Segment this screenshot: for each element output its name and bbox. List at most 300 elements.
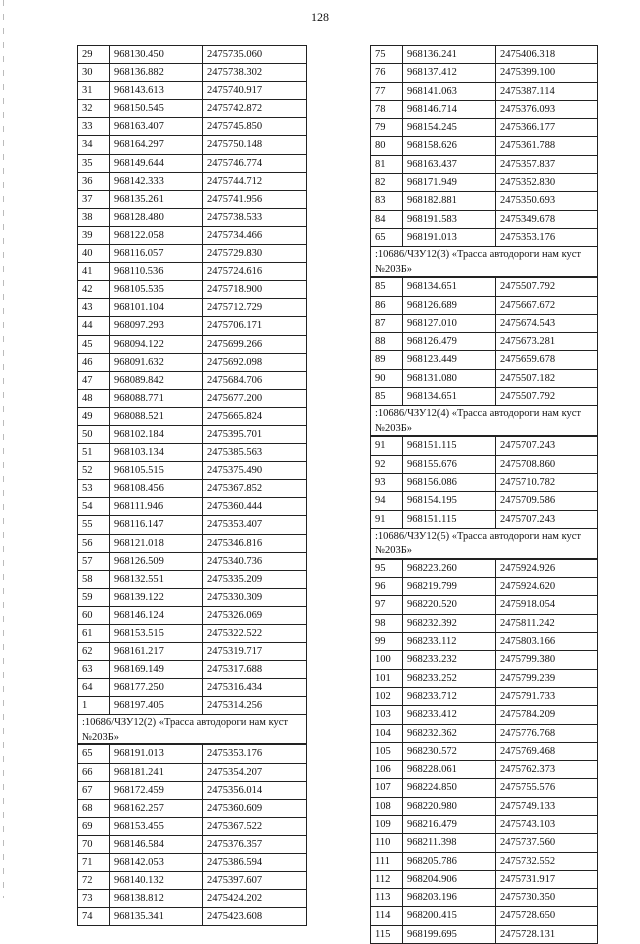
point-number: 80 (371, 137, 403, 155)
table-row (371, 351, 598, 369)
y-coordinate: 2475728.131 (496, 925, 598, 943)
y-coordinate: 2475395.701 (203, 425, 307, 443)
x-coordinate: 968094.122 (110, 335, 203, 353)
point-number: 84 (371, 210, 403, 228)
point-number: 65 (371, 228, 403, 246)
point-number: 36 (78, 172, 110, 190)
point-number: 103 (371, 706, 403, 724)
y-coordinate: 2475360.609 (203, 799, 307, 817)
y-coordinate: 2475316.434 (203, 679, 307, 697)
x-coordinate: 968150.545 (110, 100, 203, 118)
y-coordinate: 2475376.093 (496, 100, 598, 118)
point-number: 78 (371, 100, 403, 118)
x-coordinate: 968197.405 (110, 697, 203, 715)
table-row (371, 369, 598, 387)
x-coordinate: 968110.536 (110, 263, 203, 281)
y-coordinate: 2475507.182 (496, 369, 598, 387)
x-coordinate: 968205.786 (403, 852, 496, 870)
y-coordinate: 2475803.166 (496, 633, 598, 651)
table-row (371, 797, 598, 815)
x-coordinate: 968116.147 (110, 516, 203, 534)
y-coordinate: 2475366.177 (496, 119, 598, 137)
x-coordinate: 968230.572 (403, 742, 496, 760)
coordinates-table (370, 45, 598, 247)
point-number: 32 (78, 100, 110, 118)
x-coordinate: 968171.949 (403, 174, 496, 192)
point-number: 109 (371, 815, 403, 833)
table-row (78, 118, 307, 136)
y-coordinate: 2475367.852 (203, 480, 307, 498)
x-coordinate: 968164.297 (110, 136, 203, 154)
x-coordinate: 968156.086 (403, 473, 496, 491)
point-number: 96 (371, 578, 403, 596)
y-coordinate: 2475699.266 (203, 335, 307, 353)
y-coordinate: 2475507.792 (496, 388, 598, 406)
point-number: 74 (78, 908, 110, 926)
table-row (371, 192, 598, 210)
point-number: 114 (371, 907, 403, 925)
table-row (78, 46, 307, 64)
y-coordinate: 2475335.209 (203, 570, 307, 588)
table-row (371, 559, 598, 577)
point-number: 105 (371, 742, 403, 760)
y-coordinate: 2475507.792 (496, 278, 598, 296)
point-number: 83 (371, 192, 403, 210)
x-coordinate: 968216.479 (403, 815, 496, 833)
point-number: 115 (371, 925, 403, 943)
y-coordinate: 2475734.466 (203, 226, 307, 244)
y-coordinate: 2475724.616 (203, 263, 307, 281)
x-coordinate: 968204.906 (403, 870, 496, 888)
x-coordinate: 968111.946 (110, 498, 203, 516)
point-number: 50 (78, 425, 110, 443)
point-number: 93 (371, 473, 403, 491)
table-row (78, 425, 307, 443)
table-row (371, 64, 598, 82)
table-row (371, 578, 598, 596)
x-coordinate: 968108.456 (110, 480, 203, 498)
table-row (371, 155, 598, 173)
table-row (78, 763, 307, 781)
table-row (78, 208, 307, 226)
point-number: 72 (78, 872, 110, 890)
point-number: 39 (78, 226, 110, 244)
y-coordinate: 2475385.563 (203, 444, 307, 462)
y-coordinate: 2475731.917 (496, 870, 598, 888)
y-coordinate: 2475353.176 (203, 745, 307, 763)
x-coordinate: 968123.449 (403, 351, 496, 369)
x-coordinate: 968135.341 (110, 908, 203, 926)
point-number: 48 (78, 389, 110, 407)
y-coordinate: 2475746.774 (203, 154, 307, 172)
table-row (78, 371, 307, 389)
table-row (371, 706, 598, 724)
table-row (78, 679, 307, 697)
point-number: 31 (78, 82, 110, 100)
point-number: 59 (78, 588, 110, 606)
x-coordinate: 968142.053 (110, 854, 203, 872)
point-number: 82 (371, 174, 403, 192)
table-row (78, 835, 307, 853)
x-coordinate: 968089.842 (110, 371, 203, 389)
table-row (78, 154, 307, 172)
x-coordinate: 968141.063 (403, 82, 496, 100)
y-coordinate: 2475709.586 (496, 492, 598, 510)
table-row (78, 480, 307, 498)
table-row (78, 353, 307, 371)
table-row (78, 661, 307, 679)
point-number: 92 (371, 455, 403, 473)
x-coordinate: 968163.437 (403, 155, 496, 173)
x-coordinate: 968220.980 (403, 797, 496, 815)
table-row (371, 278, 598, 296)
y-coordinate: 2475354.207 (203, 763, 307, 781)
table-row (78, 516, 307, 534)
point-number: 86 (371, 296, 403, 314)
y-coordinate: 2475918.054 (496, 596, 598, 614)
point-number: 54 (78, 498, 110, 516)
y-coordinate: 2475356.014 (203, 781, 307, 799)
point-number: 99 (371, 633, 403, 651)
y-coordinate: 2475737.560 (496, 834, 598, 852)
y-coordinate: 2475738.302 (203, 64, 307, 82)
x-coordinate: 968155.676 (403, 455, 496, 473)
x-coordinate: 968126.479 (403, 333, 496, 351)
coordinates-table (77, 744, 307, 926)
point-number: 52 (78, 462, 110, 480)
y-coordinate: 2475769.468 (496, 742, 598, 760)
coordinates-table (370, 277, 598, 406)
x-coordinate: 968191.013 (403, 228, 496, 246)
y-coordinate: 2475322.522 (203, 625, 307, 643)
table-row (78, 745, 307, 763)
point-number: 87 (371, 314, 403, 332)
x-coordinate: 968103.134 (110, 444, 203, 462)
x-coordinate: 968161.217 (110, 643, 203, 661)
point-number: 67 (78, 781, 110, 799)
x-coordinate: 968140.132 (110, 872, 203, 890)
y-coordinate: 2475399.100 (496, 64, 598, 82)
table-row (78, 407, 307, 425)
x-coordinate: 968233.112 (403, 633, 496, 651)
x-coordinate: 968181.241 (110, 763, 203, 781)
table-row (371, 651, 598, 669)
point-number: 95 (371, 559, 403, 577)
left-coordinates-column (77, 45, 307, 926)
table-row (78, 136, 307, 154)
x-coordinate: 968223.260 (403, 559, 496, 577)
y-coordinate: 2475811.242 (496, 614, 598, 632)
y-coordinate: 2475718.900 (203, 281, 307, 299)
y-coordinate: 2475397.607 (203, 872, 307, 890)
table-row (78, 890, 307, 908)
table-row (371, 925, 598, 943)
table-row (78, 82, 307, 100)
x-coordinate: 968121.018 (110, 534, 203, 552)
y-coordinate: 2475375.490 (203, 462, 307, 480)
table-row (78, 389, 307, 407)
y-coordinate: 2475387.114 (496, 82, 598, 100)
x-coordinate: 968232.392 (403, 614, 496, 632)
table-row (78, 317, 307, 335)
y-coordinate: 2475361.788 (496, 137, 598, 155)
point-number: 45 (78, 335, 110, 353)
point-number: 89 (371, 351, 403, 369)
table-row (78, 100, 307, 118)
y-coordinate: 2475730.350 (496, 889, 598, 907)
point-number: 81 (371, 155, 403, 173)
y-coordinate: 2475762.373 (496, 761, 598, 779)
point-number: 85 (371, 388, 403, 406)
point-number: 108 (371, 797, 403, 815)
scan-edge-line (3, 0, 4, 898)
table-row (371, 228, 598, 246)
table-row (371, 779, 598, 797)
y-coordinate: 2475350.693 (496, 192, 598, 210)
x-coordinate: 968134.651 (403, 388, 496, 406)
table-row (371, 870, 598, 888)
x-coordinate: 968158.626 (403, 137, 496, 155)
x-coordinate: 968233.252 (403, 669, 496, 687)
y-coordinate: 2475667.672 (496, 296, 598, 314)
table-row (371, 596, 598, 614)
x-coordinate: 968142.333 (110, 172, 203, 190)
table-row (78, 643, 307, 661)
point-number: 66 (78, 763, 110, 781)
x-coordinate: 968136.882 (110, 64, 203, 82)
x-coordinate: 968128.480 (110, 208, 203, 226)
x-coordinate: 968135.261 (110, 190, 203, 208)
x-coordinate: 968232.362 (403, 724, 496, 742)
x-coordinate: 968131.080 (403, 369, 496, 387)
x-coordinate: 968182.881 (403, 192, 496, 210)
table-row (371, 687, 598, 705)
table-row (78, 781, 307, 799)
table-row (78, 498, 307, 516)
y-coordinate: 2475710.782 (496, 473, 598, 491)
y-coordinate: 2475728.650 (496, 907, 598, 925)
point-number: 68 (78, 799, 110, 817)
point-number: 73 (78, 890, 110, 908)
table-row (371, 761, 598, 779)
table-row (371, 333, 598, 351)
x-coordinate: 968163.407 (110, 118, 203, 136)
x-coordinate: 968224.850 (403, 779, 496, 797)
y-coordinate: 2475712.729 (203, 299, 307, 317)
table-row (371, 907, 598, 925)
point-number: 34 (78, 136, 110, 154)
x-coordinate: 968134.651 (403, 278, 496, 296)
x-coordinate: 968211.398 (403, 834, 496, 852)
y-coordinate: 2475424.202 (203, 890, 307, 908)
point-number: 63 (78, 661, 110, 679)
point-number: 58 (78, 570, 110, 588)
table-row (371, 834, 598, 852)
x-coordinate: 968105.515 (110, 462, 203, 480)
x-coordinate: 968130.450 (110, 46, 203, 64)
x-coordinate: 968233.712 (403, 687, 496, 705)
point-number: 91 (371, 510, 403, 528)
x-coordinate: 968101.104 (110, 299, 203, 317)
table-row (78, 854, 307, 872)
x-coordinate: 968172.459 (110, 781, 203, 799)
y-coordinate: 2475346.816 (203, 534, 307, 552)
point-number: 79 (371, 119, 403, 137)
x-coordinate: 968138.812 (110, 890, 203, 908)
table-row (371, 174, 598, 192)
point-number: 88 (371, 333, 403, 351)
y-coordinate: 2475352.830 (496, 174, 598, 192)
point-number: 104 (371, 724, 403, 742)
y-coordinate: 2475924.926 (496, 559, 598, 577)
point-number: 100 (371, 651, 403, 669)
y-coordinate: 2475799.239 (496, 669, 598, 687)
table-row (371, 314, 598, 332)
y-coordinate: 2475735.060 (203, 46, 307, 64)
x-coordinate: 968088.521 (110, 407, 203, 425)
point-number: 41 (78, 263, 110, 281)
point-number: 113 (371, 889, 403, 907)
table-row (78, 570, 307, 588)
table-row (371, 119, 598, 137)
point-number: 64 (78, 679, 110, 697)
table-row (371, 614, 598, 632)
x-coordinate: 968153.455 (110, 817, 203, 835)
point-number: 91 (371, 437, 403, 455)
table-row (371, 455, 598, 473)
point-number: 70 (78, 835, 110, 853)
plot-caption: :10686/ЧЗУ12(4) «Трасса автодороги нам куст №203Б» (370, 406, 598, 436)
table-row (78, 64, 307, 82)
table-row (78, 226, 307, 244)
x-coordinate: 968191.583 (403, 210, 496, 228)
point-number: 71 (78, 854, 110, 872)
y-coordinate: 2475349.678 (496, 210, 598, 228)
y-coordinate: 2475659.678 (496, 351, 598, 369)
x-coordinate: 968219.799 (403, 578, 496, 596)
point-number: 49 (78, 407, 110, 425)
y-coordinate: 2475692.098 (203, 353, 307, 371)
plot-caption: :10686/ЧЗУ12(5) «Трасса автодороги нам куст №203Б» (370, 529, 598, 559)
y-coordinate: 2475791.733 (496, 687, 598, 705)
point-number: 44 (78, 317, 110, 335)
point-number: 110 (371, 834, 403, 852)
y-coordinate: 2475738.533 (203, 208, 307, 226)
y-coordinate: 2475708.860 (496, 455, 598, 473)
point-number: 33 (78, 118, 110, 136)
table-row (78, 908, 307, 926)
table-row (371, 210, 598, 228)
table-row (371, 852, 598, 870)
point-number: 106 (371, 761, 403, 779)
point-number: 111 (371, 852, 403, 870)
table-row (371, 46, 598, 64)
table-row (78, 462, 307, 480)
y-coordinate: 2475353.176 (496, 228, 598, 246)
y-coordinate: 2475360.444 (203, 498, 307, 516)
x-coordinate: 968228.061 (403, 761, 496, 779)
y-coordinate: 2475665.824 (203, 407, 307, 425)
point-number: 107 (371, 779, 403, 797)
x-coordinate: 968132.551 (110, 570, 203, 588)
x-coordinate: 968203.196 (403, 889, 496, 907)
table-row (78, 552, 307, 570)
table-row (371, 492, 598, 510)
y-coordinate: 2475677.200 (203, 389, 307, 407)
point-number: 61 (78, 625, 110, 643)
table-row (78, 606, 307, 624)
y-coordinate: 2475314.256 (203, 697, 307, 715)
table-row (78, 263, 307, 281)
x-coordinate: 968154.195 (403, 492, 496, 510)
table-row (371, 296, 598, 314)
x-coordinate: 968136.241 (403, 46, 496, 64)
coordinates-table (370, 559, 598, 944)
y-coordinate: 2475755.576 (496, 779, 598, 797)
point-number: 37 (78, 190, 110, 208)
x-coordinate: 968088.771 (110, 389, 203, 407)
x-coordinate: 968200.415 (403, 907, 496, 925)
table-row (371, 742, 598, 760)
point-number: 112 (371, 870, 403, 888)
y-coordinate: 2475330.309 (203, 588, 307, 606)
y-coordinate: 2475729.830 (203, 245, 307, 263)
point-number: 102 (371, 687, 403, 705)
x-coordinate: 968097.293 (110, 317, 203, 335)
point-number: 77 (371, 82, 403, 100)
x-coordinate: 968191.013 (110, 745, 203, 763)
y-coordinate: 2475386.594 (203, 854, 307, 872)
coordinates-table (370, 436, 598, 528)
point-number: 46 (78, 353, 110, 371)
x-coordinate: 968151.115 (403, 437, 496, 455)
y-coordinate: 2475744.712 (203, 172, 307, 190)
right-coordinates-column (370, 45, 598, 944)
table-row (371, 633, 598, 651)
y-coordinate: 2475326.069 (203, 606, 307, 624)
point-number: 85 (371, 278, 403, 296)
point-number: 55 (78, 516, 110, 534)
point-number: 35 (78, 154, 110, 172)
plot-caption: :10686/ЧЗУ12(3) «Трасса автодороги нам куст №203Б» (370, 247, 598, 277)
x-coordinate: 968154.245 (403, 119, 496, 137)
y-coordinate: 2475750.148 (203, 136, 307, 154)
y-coordinate: 2475423.608 (203, 908, 307, 926)
x-coordinate: 968137.412 (403, 64, 496, 82)
table-row (371, 82, 598, 100)
table-row (78, 817, 307, 835)
x-coordinate: 968220.520 (403, 596, 496, 614)
table-row (78, 299, 307, 317)
y-coordinate: 2475799.380 (496, 651, 598, 669)
point-number: 62 (78, 643, 110, 661)
y-coordinate: 2475357.837 (496, 155, 598, 173)
x-coordinate: 968122.058 (110, 226, 203, 244)
point-number: 38 (78, 208, 110, 226)
coordinates-table (77, 45, 307, 715)
point-number: 42 (78, 281, 110, 299)
x-coordinate: 968233.232 (403, 651, 496, 669)
y-coordinate: 2475742.872 (203, 100, 307, 118)
x-coordinate: 968126.509 (110, 552, 203, 570)
table-row (78, 245, 307, 263)
table-row (78, 190, 307, 208)
y-coordinate: 2475340.736 (203, 552, 307, 570)
plot-caption: :10686/ЧЗУ12(2) «Трасса автодороги нам куст №203Б» (77, 715, 307, 744)
x-coordinate: 968162.257 (110, 799, 203, 817)
x-coordinate: 968105.535 (110, 281, 203, 299)
x-coordinate: 968116.057 (110, 245, 203, 263)
